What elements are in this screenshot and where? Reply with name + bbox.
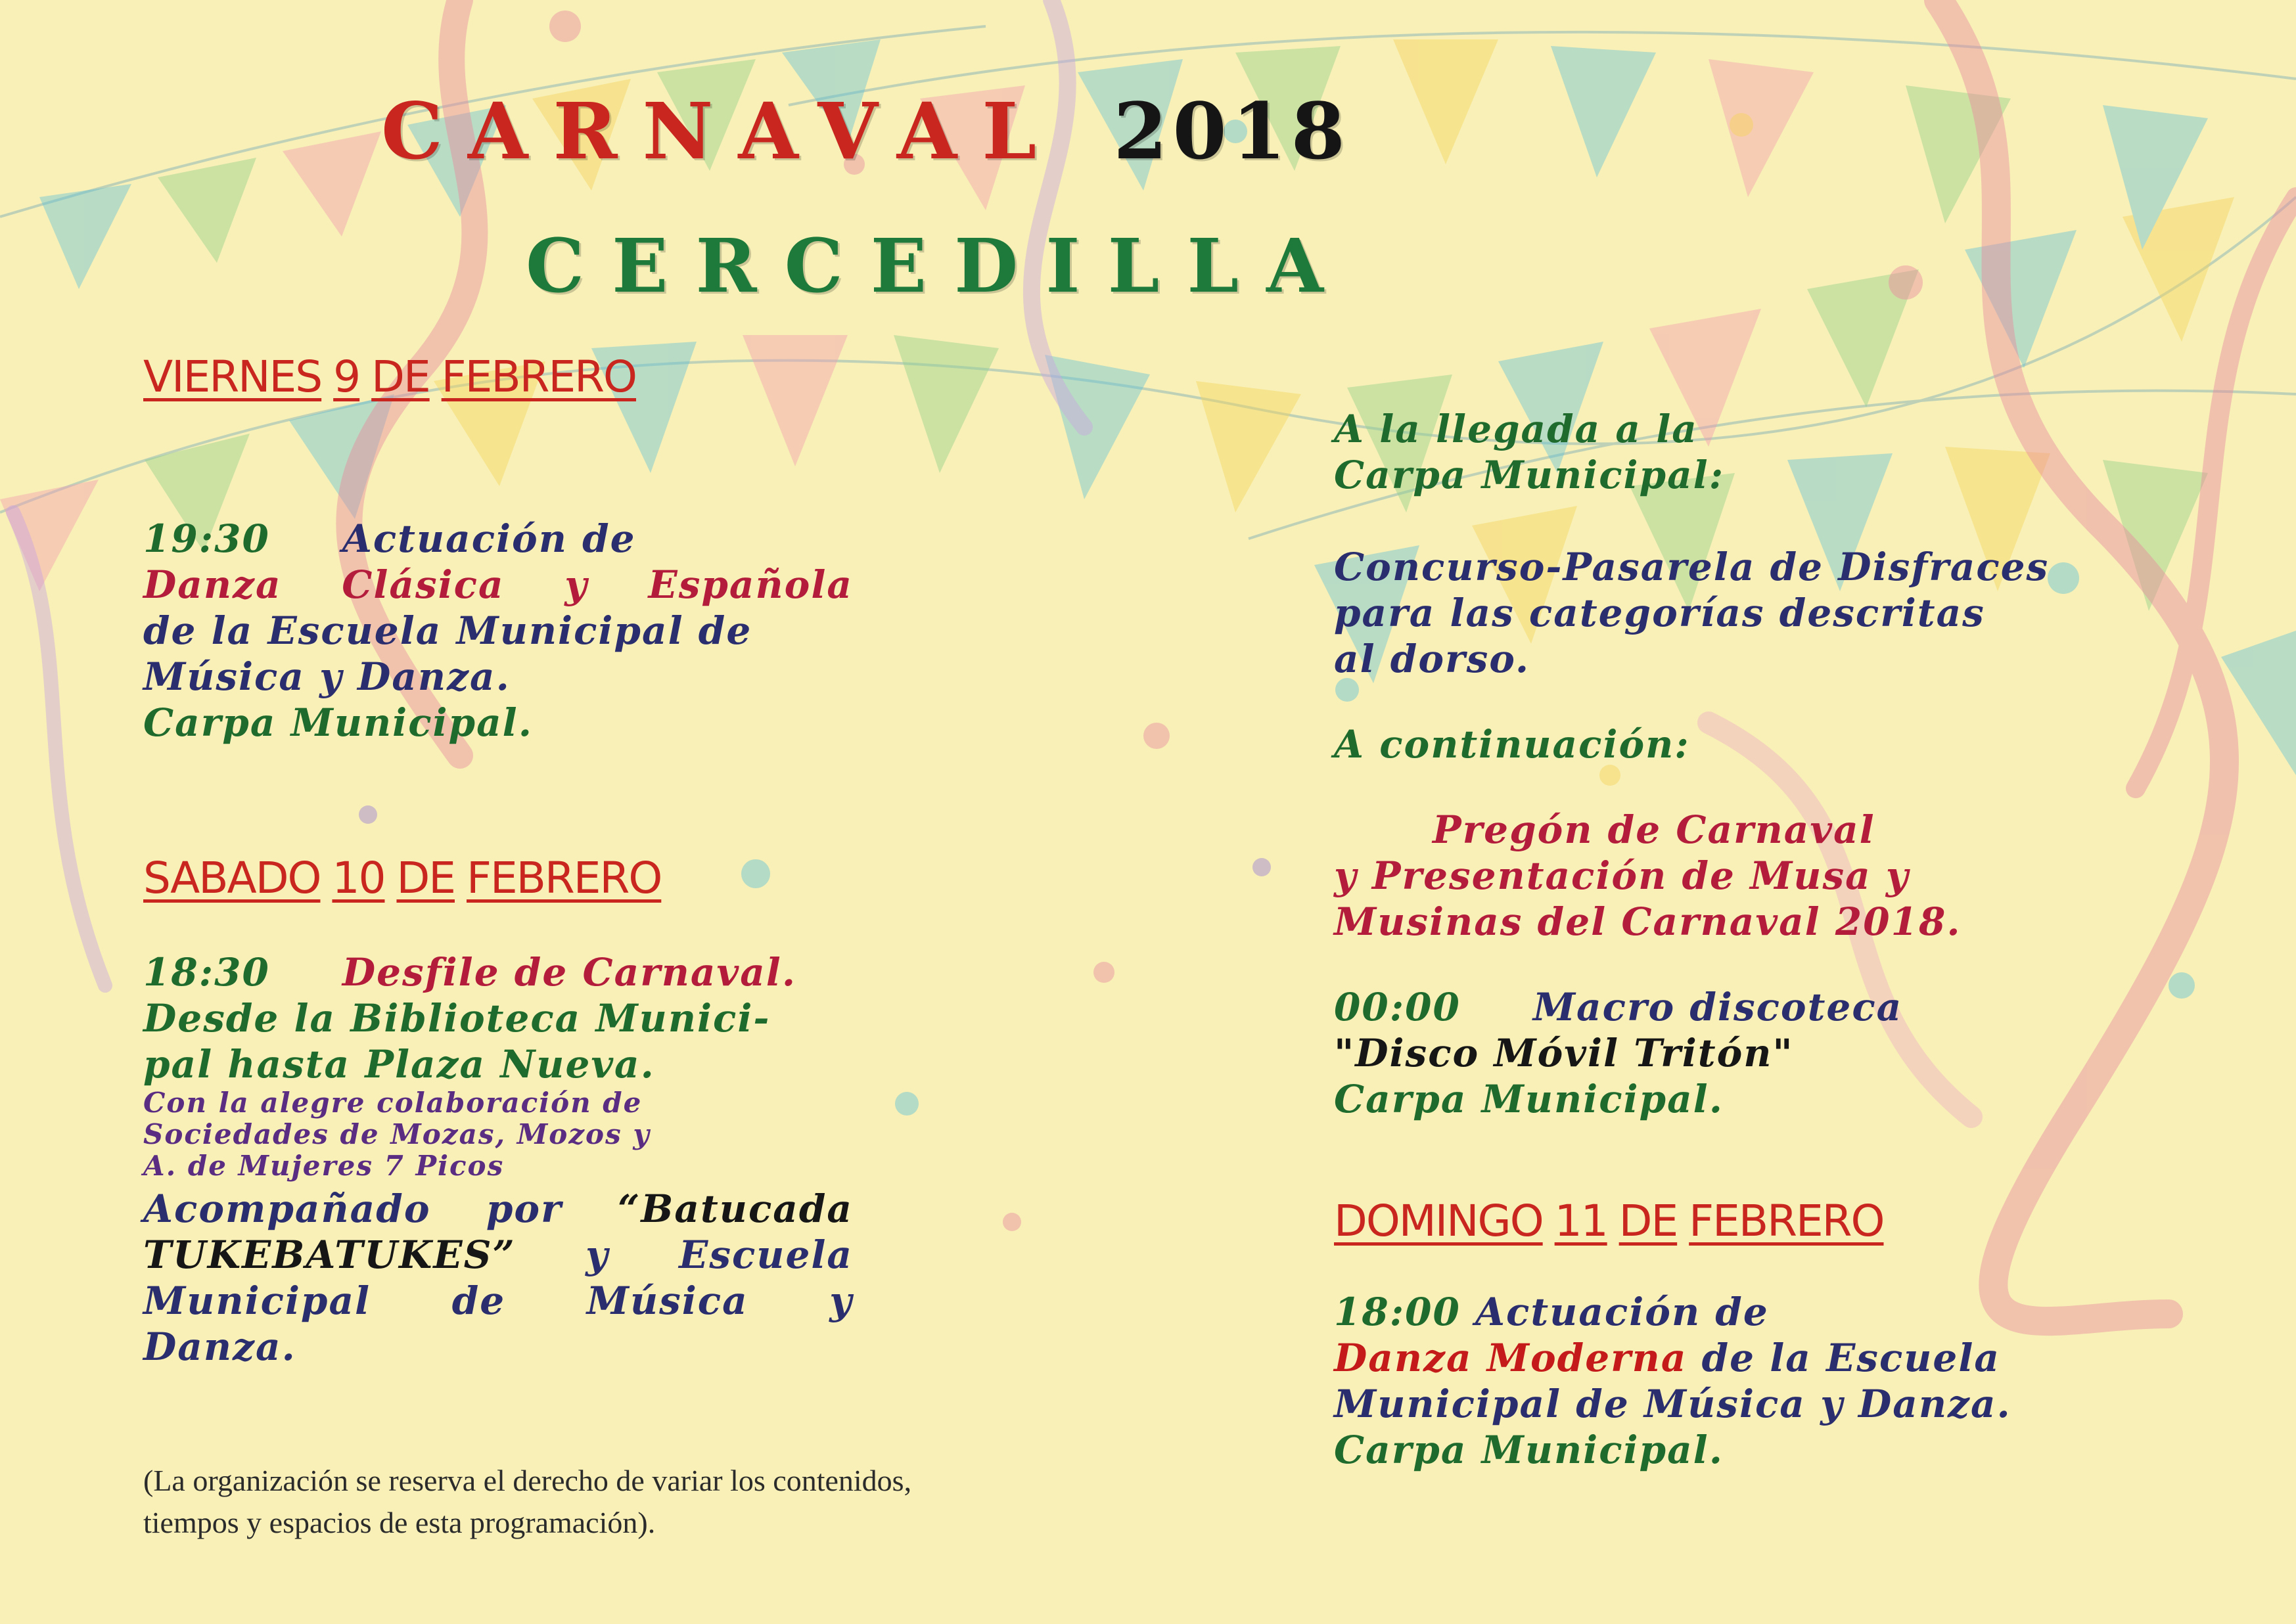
heading-saturday-dayname: SABADO bbox=[143, 853, 321, 903]
saturday-acc-line-4: Danza. bbox=[143, 1324, 296, 1369]
sunday-time: 18:00 bbox=[1334, 1290, 1461, 1334]
heading-friday-month: FEBRERO bbox=[441, 351, 636, 402]
title-year: 2018 bbox=[1113, 85, 1350, 177]
sunday-block bbox=[1334, 1289, 2188, 1473]
contest-line-1: Concurso-Pasarela de Disfraces bbox=[1334, 545, 2050, 589]
pregon-line-2: y Presentación de Musa y bbox=[1334, 853, 1910, 898]
disclaimer-line-2: tiempos y espacios de esta programación). bbox=[143, 1506, 656, 1539]
saturday-acc-line-1 bbox=[143, 1186, 853, 1232]
friday-dance-3: y bbox=[564, 562, 588, 607]
heading-saturday bbox=[143, 853, 673, 903]
contest-line-2: para las categorías descritas bbox=[1334, 591, 1985, 635]
heading-saturday-de: DE bbox=[396, 853, 455, 903]
disclaimer-line-1: (La organización se reserva el derecho de variar los contenidos, bbox=[143, 1464, 912, 1497]
saturday-block bbox=[143, 949, 853, 1370]
heading-sunday-dayname: DOMINGO bbox=[1334, 1196, 1543, 1246]
friday-line-5: Carpa Municipal. bbox=[143, 700, 533, 745]
disco-name: "Disco Móvil Tritón" bbox=[1334, 1031, 1794, 1075]
heading-sunday-de: DE bbox=[1619, 1196, 1678, 1246]
sunday-line-3: Municipal de Música y Danza. bbox=[1334, 1382, 2011, 1426]
pregon-line-1: Pregón de Carnaval bbox=[1433, 807, 1875, 852]
saturday-acc-4: y Escuela bbox=[585, 1232, 853, 1277]
friday-dance-2: Clásica bbox=[342, 562, 505, 607]
sunday-line-2 bbox=[1334, 1335, 2188, 1381]
title-town bbox=[526, 223, 1351, 309]
saturday-acc-line-2 bbox=[143, 1232, 853, 1278]
friday-act: Actuación de bbox=[342, 516, 636, 561]
contest-line-3: al dorso. bbox=[1334, 637, 1530, 681]
arrival-line-1: A la llegada a la bbox=[1334, 407, 1698, 451]
saturday-acc-1: Acompañado por bbox=[143, 1186, 563, 1231]
disclaimer-note bbox=[143, 1460, 911, 1544]
saturday-event: Desfile de Carnaval. bbox=[342, 950, 797, 995]
disco-time: 00:00 bbox=[1334, 985, 1461, 1029]
disco-place: Carpa Municipal. bbox=[1334, 1077, 1724, 1121]
continuation-label: A continuación: bbox=[1334, 722, 1690, 767]
heading-sunday-daynum: 11 bbox=[1554, 1196, 1607, 1246]
disco-label: Macro discoteca bbox=[1532, 985, 1903, 1029]
heading-friday-dayname: VIERNES bbox=[143, 351, 322, 402]
friday-line-4: Música y Danza. bbox=[143, 654, 511, 699]
sunday-dance: Danza Moderna bbox=[1334, 1336, 1688, 1380]
saturday-acc-line-3: Municipal de Música y bbox=[143, 1278, 853, 1323]
heading-sunday bbox=[1334, 1196, 1895, 1246]
saturday-collab-2: Sociedades de Mozas, Mozos y bbox=[143, 1118, 651, 1150]
saturday-route-2: pal hasta Plaza Nueva. bbox=[143, 1042, 655, 1087]
friday-line-2 bbox=[143, 562, 853, 608]
title-carnaval bbox=[381, 85, 1350, 177]
disco-line-1 bbox=[1334, 984, 2188, 1030]
friday-block bbox=[143, 516, 853, 746]
heading-saturday-daynum: 10 bbox=[332, 853, 385, 903]
saturday-acc-2: “Batucada bbox=[618, 1186, 853, 1231]
arrival-line-2: Carpa Municipal: bbox=[1334, 453, 1725, 497]
friday-time: 19:30 bbox=[143, 516, 270, 561]
heading-sunday-month: FEBRERO bbox=[1689, 1196, 1884, 1246]
sunday-line-4: Carpa Municipal. bbox=[1334, 1428, 1724, 1472]
saturday-time: 18:30 bbox=[143, 950, 270, 995]
friday-line-3: de la Escuela Municipal de bbox=[143, 608, 752, 653]
friday-dance-1: Danza bbox=[143, 562, 282, 607]
saturday-route-1: Desde la Biblioteca Munici- bbox=[143, 996, 771, 1041]
heading-friday bbox=[143, 351, 648, 402]
friday-dance-4: Española bbox=[648, 562, 853, 607]
sunday-rest: de la Escuela bbox=[1701, 1336, 2000, 1380]
title-carnaval-word: CARNAVAL bbox=[381, 85, 1062, 177]
sunday-act: Actuación de bbox=[1475, 1290, 1769, 1334]
arrival-block bbox=[1334, 406, 2188, 1122]
heading-saturday-month: FEBRERO bbox=[466, 853, 662, 903]
title-town-word: CERCEDILLA bbox=[526, 223, 1352, 309]
heading-friday-daynum: 9 bbox=[333, 351, 360, 402]
saturday-collab-3: A. de Mujeres 7 Picos bbox=[143, 1150, 505, 1182]
saturday-acc-3: TUKEBATUKES” bbox=[143, 1232, 516, 1277]
pregon-line-3: Musinas del Carnaval 2018. bbox=[1334, 899, 1962, 944]
saturday-line-1 bbox=[143, 949, 853, 995]
friday-line-1 bbox=[143, 516, 853, 562]
heading-friday-de: DE bbox=[371, 351, 430, 402]
saturday-collab-1: Con la alegre colaboración de bbox=[143, 1087, 643, 1119]
sunday-line-1 bbox=[1334, 1289, 2188, 1335]
